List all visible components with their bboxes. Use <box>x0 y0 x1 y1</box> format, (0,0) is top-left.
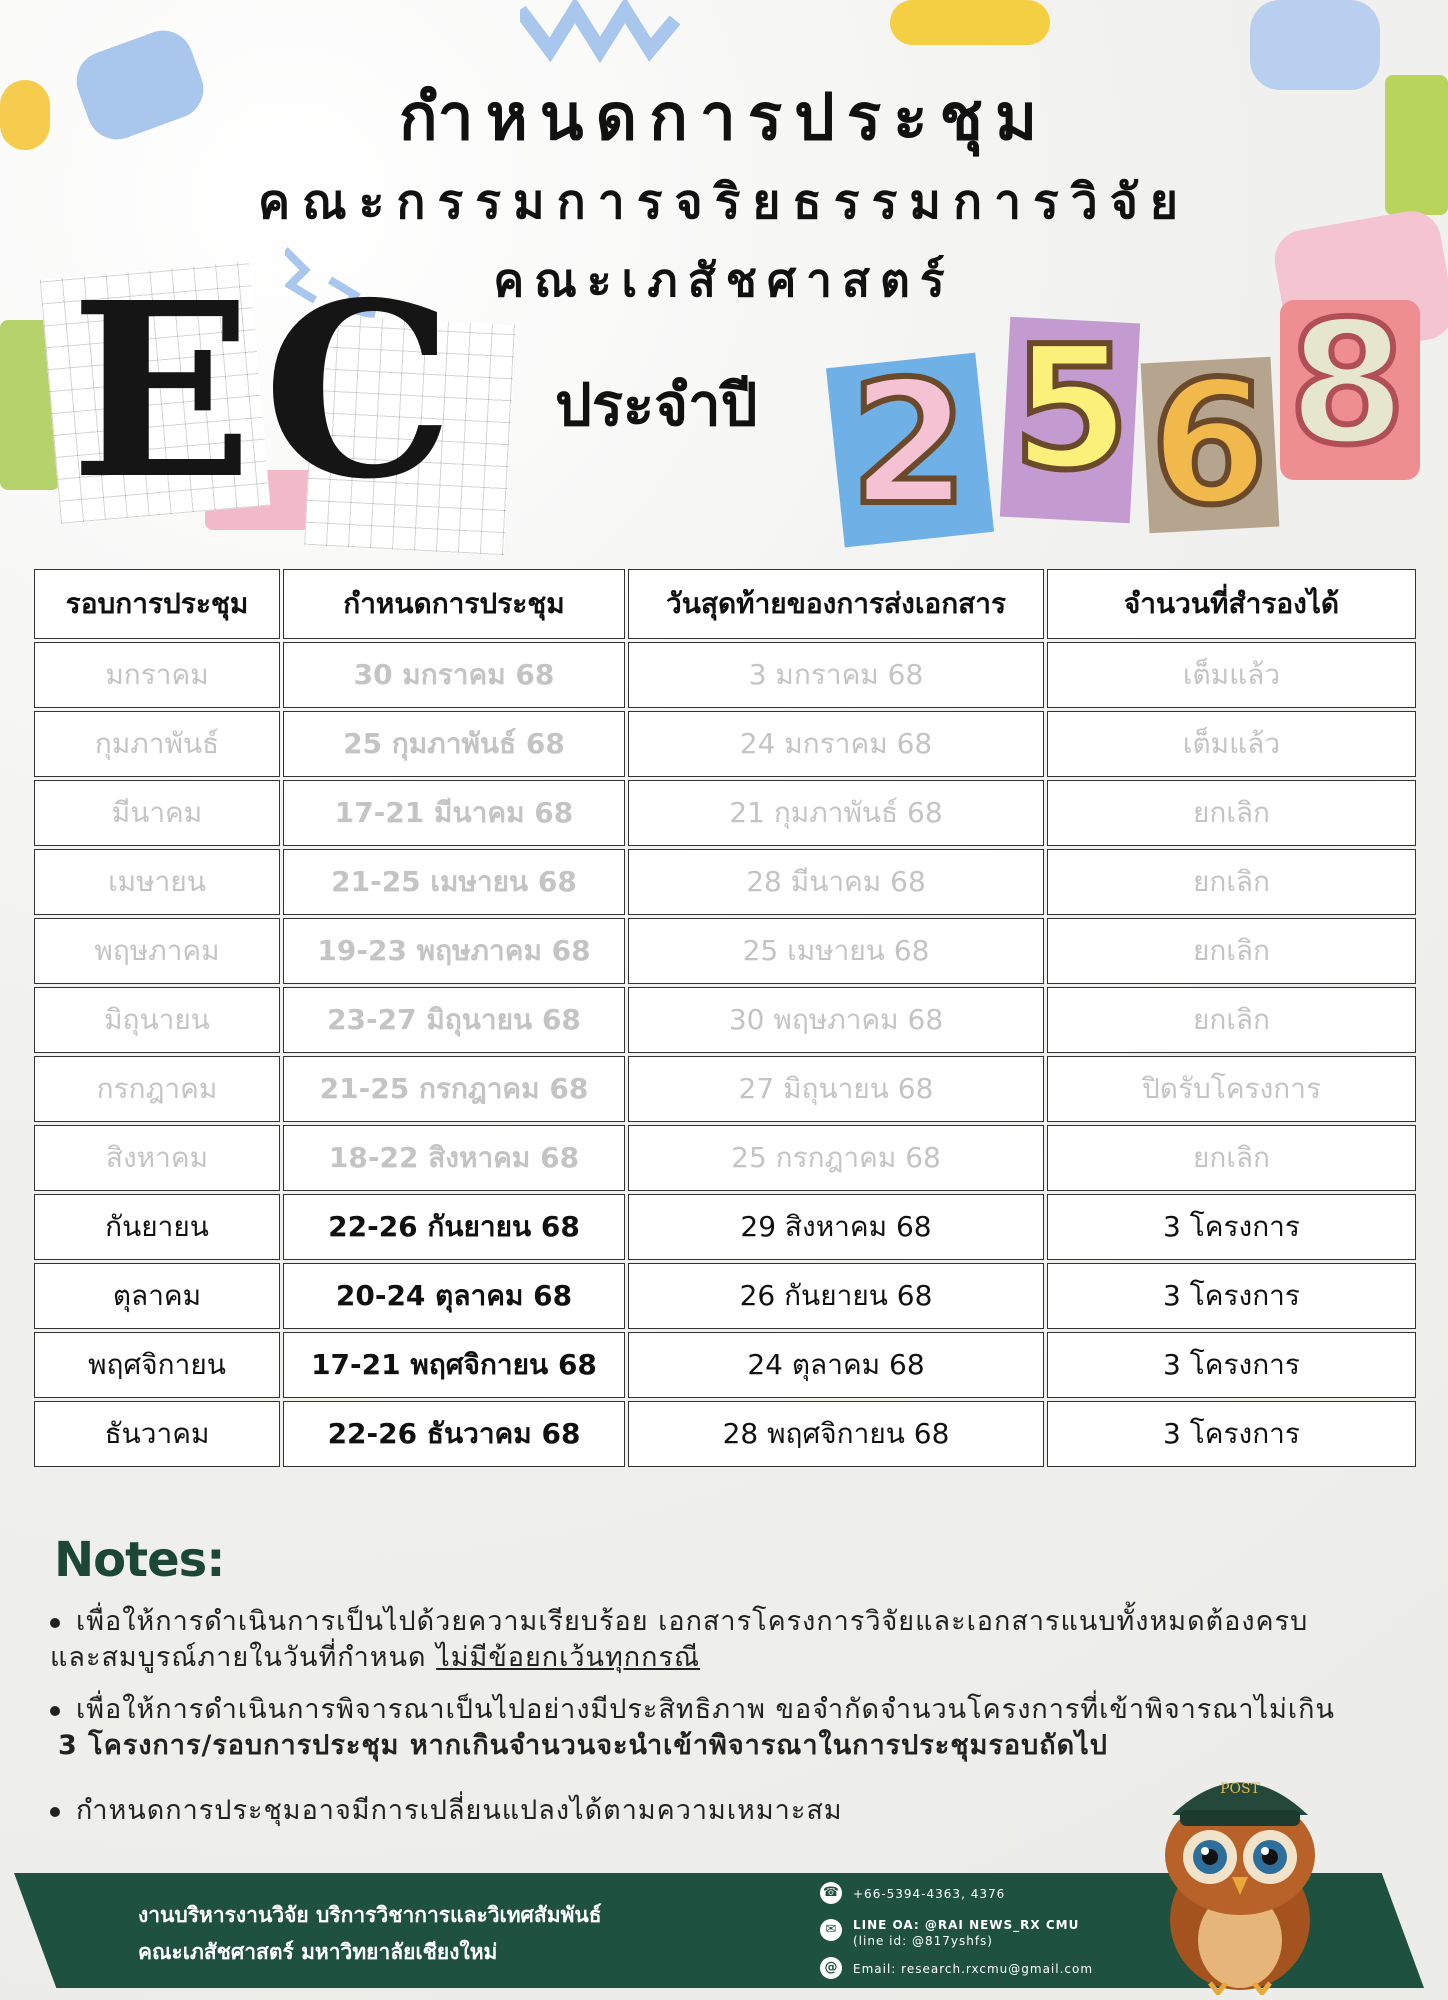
bullet-icon <box>50 1618 60 1628</box>
cell-capacity: ยกเลิก <box>1047 780 1416 846</box>
year-digit-6: 6 <box>1150 345 1269 543</box>
cell-capacity: ยกเลิก <box>1047 1125 1416 1191</box>
table-body <box>34 642 1416 1467</box>
note-2 <box>50 1692 1410 1764</box>
cell-submission-deadline: 28 มีนาคม 68 <box>628 849 1044 915</box>
header-submission-deadline: วันสุดท้ายของการส่งเอกสาร <box>628 569 1044 639</box>
cell-round: ตุลาคม <box>34 1263 280 1329</box>
footer-phone: +66-5394-4363, 4376 <box>853 1887 1006 1901</box>
owl-hat-label: POST <box>1220 1781 1260 1797</box>
cell-submission-deadline: 30 พฤษภาคม 68 <box>628 987 1044 1053</box>
table-row <box>34 642 1416 708</box>
year-digit-8: 8 <box>1288 285 1407 483</box>
cell-capacity: เต็มแล้ว <box>1047 642 1416 708</box>
title-committee: คณะกรรมการจริยธรรมการวิจัย <box>257 174 1190 230</box>
footer-email: Email: research.rxcmu@gmail.com <box>853 1962 1094 1976</box>
cell-meeting-date: 21-25 กรกฎาคม 68 <box>283 1056 625 1122</box>
cell-round: พฤศจิกายน <box>34 1332 280 1398</box>
table-row <box>34 849 1416 915</box>
decor-yellow-blob-top <box>890 0 1050 45</box>
table-row <box>34 780 1416 846</box>
table-row <box>34 1125 1416 1191</box>
meeting-schedule-table <box>31 566 1419 1470</box>
header-capacity: จำนวนที่สำรองได้ <box>1047 569 1416 639</box>
cell-capacity: ยกเลิก <box>1047 987 1416 1053</box>
cell-round: สิงหาคม <box>34 1125 280 1191</box>
ec-logo: EC <box>70 250 464 532</box>
header-meeting-date: กำหนดการประชุม <box>283 569 625 639</box>
cell-meeting-date: 18-22 สิงหาคม 68 <box>283 1125 625 1191</box>
cell-submission-deadline: 25 เมษายน 68 <box>628 918 1044 984</box>
cell-round: มีนาคม <box>34 780 280 846</box>
cell-meeting-date: 22-26 กันยายน 68 <box>283 1194 625 1260</box>
table-row <box>34 1056 1416 1122</box>
note-1-line-a: เพื่อให้การดำเนินการเป็นไปด้วยความเรียบร้อย เอกสารโครงการวิจัยและเอกสารแนบทั้งหมดต้องครบ <box>76 1606 1309 1637</box>
cell-submission-deadline: 21 กุมภาพันธ์ 68 <box>628 780 1044 846</box>
table-row <box>34 918 1416 984</box>
cell-round: กรกฎาคม <box>34 1056 280 1122</box>
footer-org-line2: คณะเภสัชศาสตร์ มหาวิทยาลัยเชียงใหม่ <box>138 1940 498 1964</box>
year-digit-2: 2 <box>850 345 969 543</box>
cell-submission-deadline: 29 สิงหาคม 68 <box>628 1194 1044 1260</box>
cell-meeting-date: 22-26 ธันวาคม 68 <box>283 1401 625 1467</box>
cell-round: กุมภาพันธ์ <box>34 711 280 777</box>
title-meeting-schedule: กำหนดการประชุม <box>398 81 1050 155</box>
note-1 <box>50 1604 1410 1676</box>
cell-capacity: 3 โครงการ <box>1047 1194 1416 1260</box>
cell-capacity: 3 โครงการ <box>1047 1401 1416 1467</box>
table-row <box>34 1332 1416 1398</box>
cell-meeting-date: 20-24 ตุลาคม 68 <box>283 1263 625 1329</box>
notes-title: Notes: <box>54 1532 225 1588</box>
footer-line-oa: LINE OA: @RAI NEWS_RX CMU <box>853 1918 1080 1932</box>
cell-round: พฤษภาคม <box>34 918 280 984</box>
table-header-row <box>34 569 1416 639</box>
cell-round: กันยายน <box>34 1194 280 1260</box>
email-icon: @ <box>820 1957 842 1979</box>
cell-round: มิถุนายน <box>34 987 280 1053</box>
cell-round: เมษายน <box>34 849 280 915</box>
note-1-line-b: และสมบูรณ์ภายในวันที่กำหนด <box>50 1642 437 1673</box>
cell-meeting-date: 19-23 พฤษภาคม 68 <box>283 918 625 984</box>
cell-submission-deadline: 27 มิถุนายน 68 <box>628 1056 1044 1122</box>
table-row <box>34 711 1416 777</box>
table-row <box>34 987 1416 1053</box>
footer-line-id: (line id: @817yshfs) <box>853 1934 993 1948</box>
phone-icon: ☎ <box>820 1882 842 1904</box>
cell-capacity: 3 โครงการ <box>1047 1263 1416 1329</box>
cell-capacity: 3 โครงการ <box>1047 1332 1416 1398</box>
note-1-emphasis: ไม่มีข้อยกเว้นทุกกรณี <box>436 1642 701 1673</box>
table-row <box>34 1401 1416 1467</box>
bullet-icon <box>50 1706 60 1716</box>
title-year-label: ประจำปี <box>555 371 758 439</box>
header-round: รอบการประชุม <box>34 569 280 639</box>
note-3-text: กำหนดการประชุมอาจมีการเปลี่ยนแปลงได้ตามความเหมาะสม <box>76 1795 843 1826</box>
cell-submission-deadline: 3 มกราคม 68 <box>628 642 1044 708</box>
cell-meeting-date: 17-21 มีนาคม 68 <box>283 780 625 846</box>
cell-submission-deadline: 25 กรกฎาคม 68 <box>628 1125 1044 1191</box>
cell-meeting-date: 25 กุมภาพันธ์ 68 <box>283 711 625 777</box>
cell-meeting-date: 17-21 พฤศจิกายน 68 <box>283 1332 625 1398</box>
cell-meeting-date: 21-25 เมษายน 68 <box>283 849 625 915</box>
title-faculty: คณะเภสัชศาสตร์ <box>493 253 955 307</box>
bullet-icon <box>50 1807 60 1817</box>
cell-capacity: ปิดรับโครงการ <box>1047 1056 1416 1122</box>
line-chat-icon: ✉ <box>820 1919 842 1941</box>
table-row <box>34 1263 1416 1329</box>
owl-mascot-icon <box>1150 1755 1330 1995</box>
cell-submission-deadline: 26 กันยายน 68 <box>628 1263 1044 1329</box>
cell-meeting-date: 23-27 มิถุนายน 68 <box>283 987 625 1053</box>
cell-submission-deadline: 24 ตุลาคม 68 <box>628 1332 1044 1398</box>
footer-org-line1: งานบริหารงานวิจัย บริการวิชาการและวิเทศสัมพันธ์ <box>138 1903 602 1927</box>
cell-capacity: เต็มแล้ว <box>1047 711 1416 777</box>
cell-submission-deadline: 24 มกราคม 68 <box>628 711 1044 777</box>
cell-round: มกราคม <box>34 642 280 708</box>
note-2-line-b: 3 โครงการ/รอบการประชุม หากเกินจำนวนจะนำเข้าพิจารณาในการประชุมรอบถัดไป <box>58 1730 1108 1761</box>
cell-capacity: ยกเลิก <box>1047 849 1416 915</box>
cell-round: ธันวาคม <box>34 1401 280 1467</box>
cell-capacity: ยกเลิก <box>1047 918 1416 984</box>
cell-meeting-date: 30 มกราคม 68 <box>283 642 625 708</box>
cell-submission-deadline: 28 พฤศจิกายน 68 <box>628 1401 1044 1467</box>
year-digit-5: 5 <box>1012 310 1131 508</box>
decor-zigzag-top <box>520 0 680 70</box>
note-2-line-a: เพื่อให้การดำเนินการพิจารณาเป็นไปอย่างมีประสิทธิภาพ ขอจำกัดจำนวนโครงการที่เข้าพิจารณาไม่เกิน <box>76 1694 1335 1725</box>
table-row <box>34 1194 1416 1260</box>
